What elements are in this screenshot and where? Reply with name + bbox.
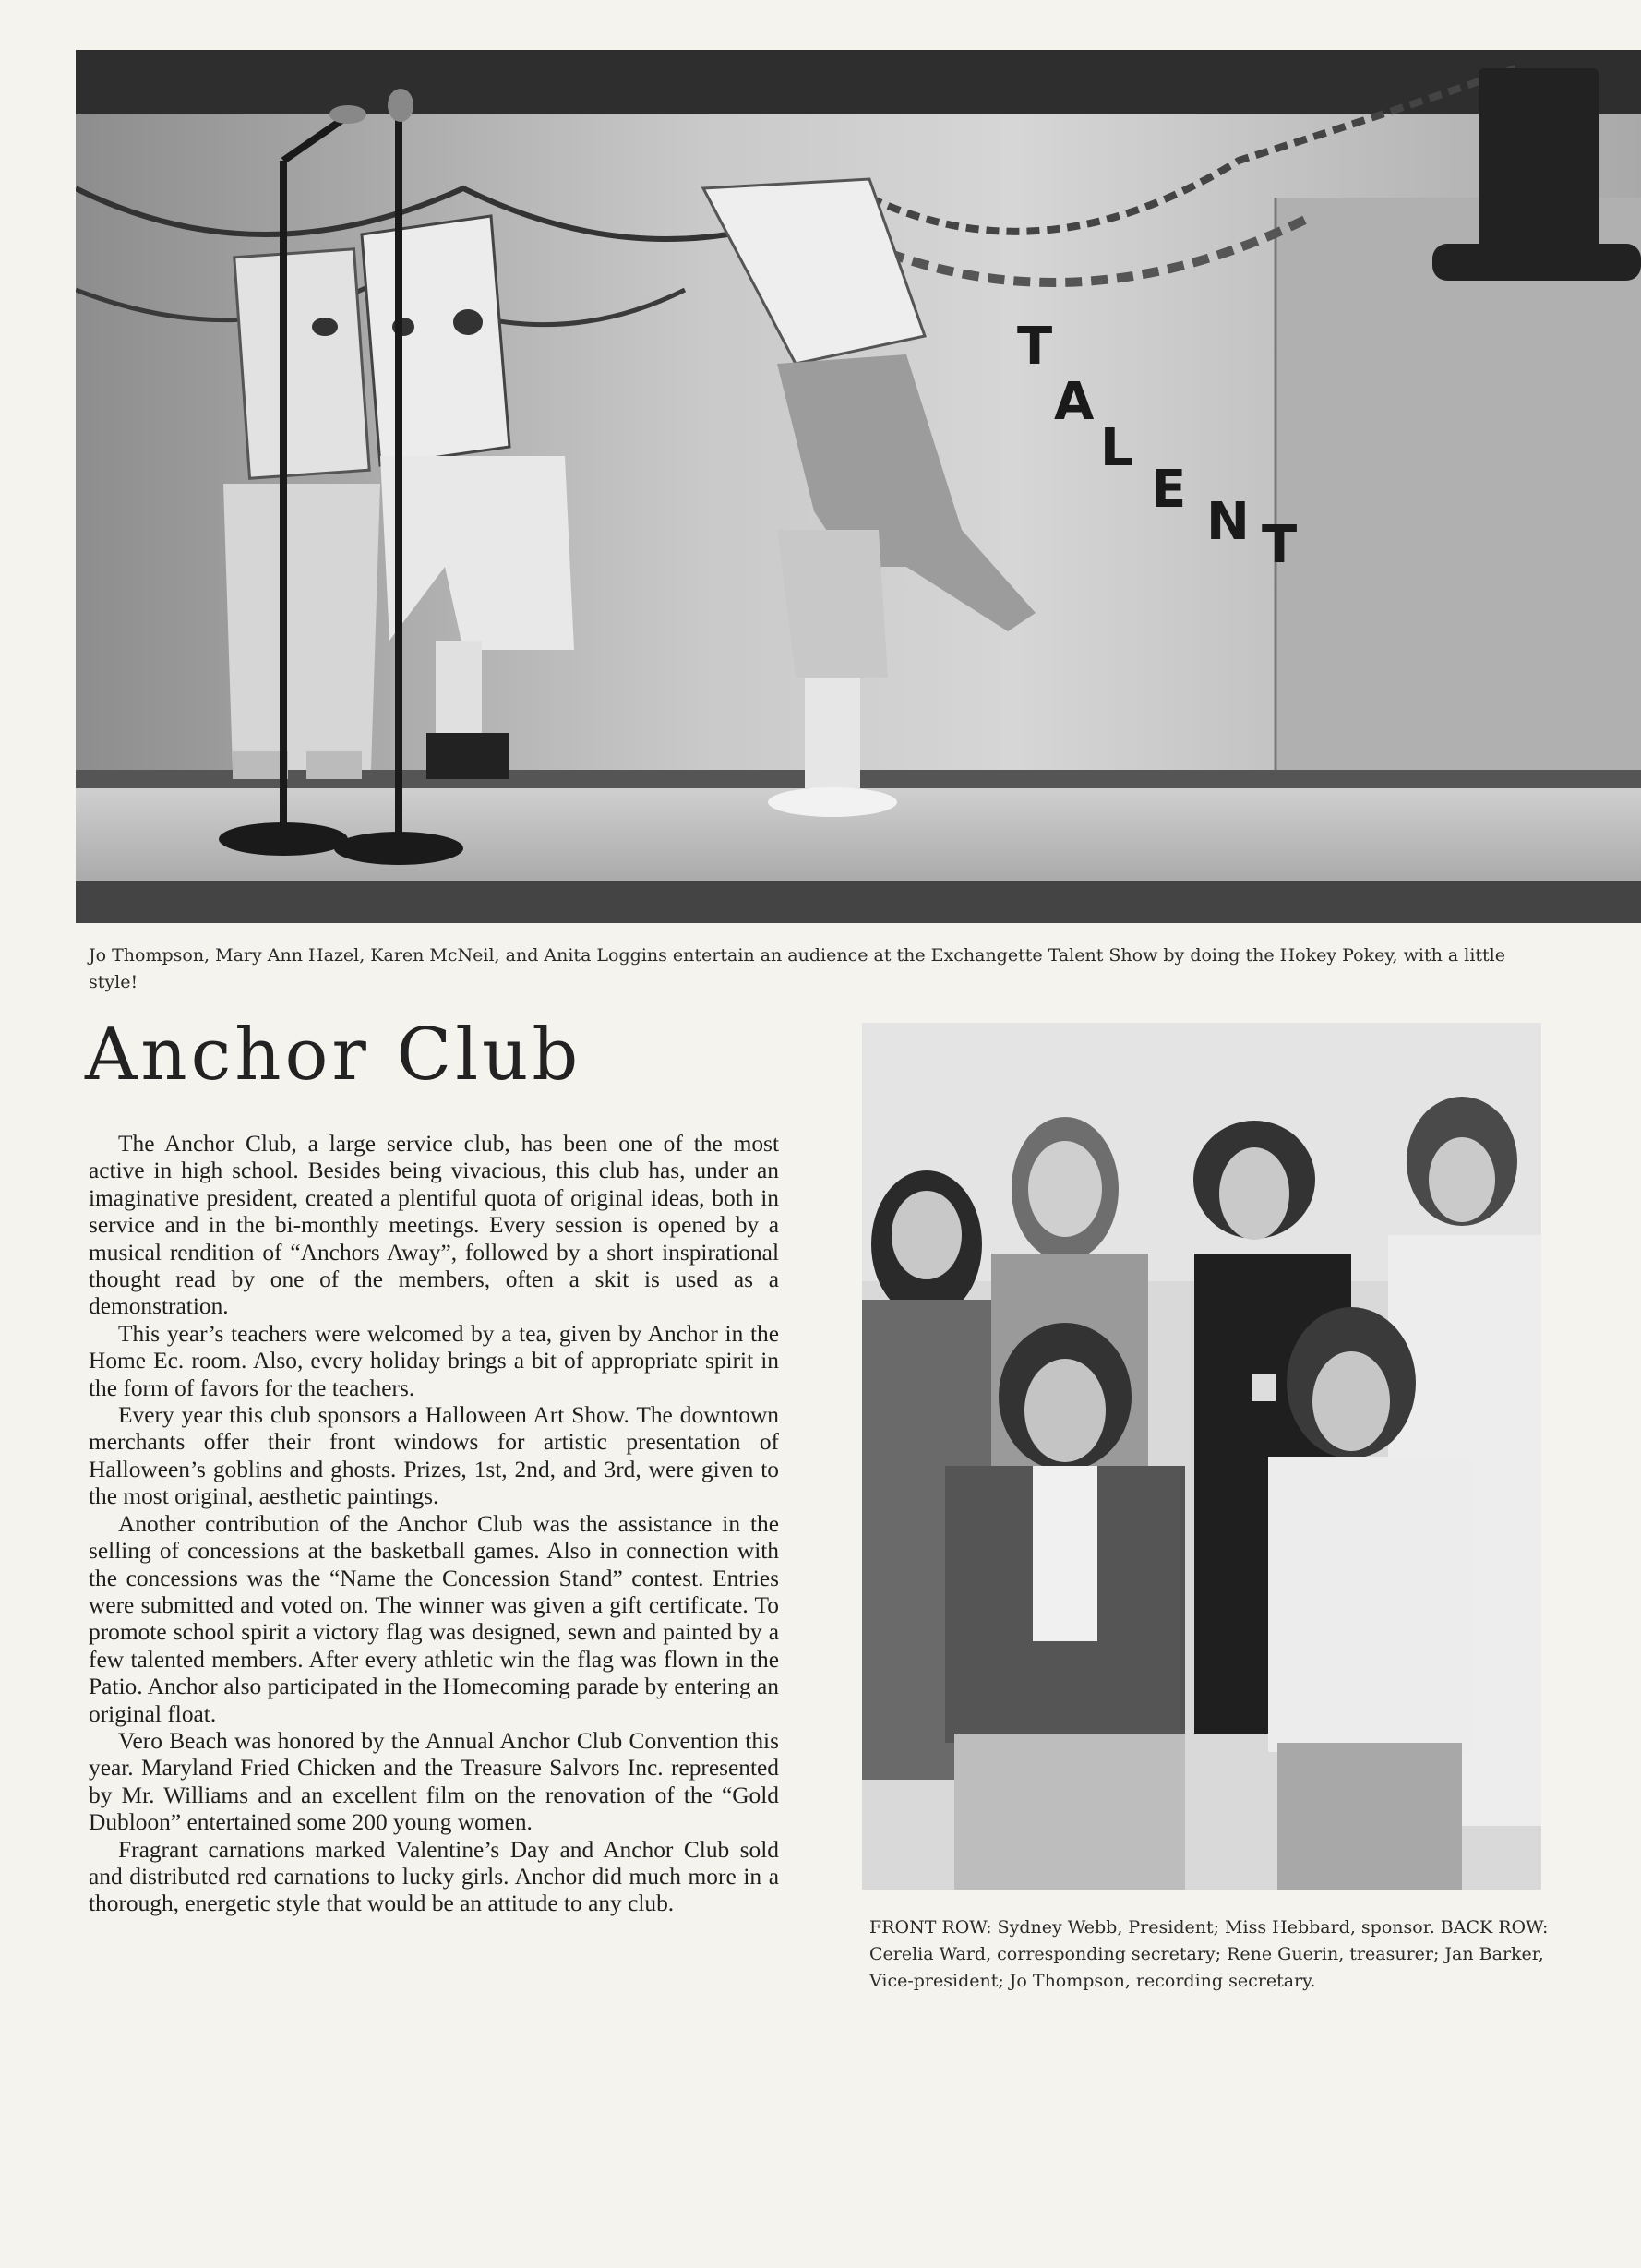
page-title: Anchor Club [85,1014,582,1097]
sign-letter: N [1206,492,1250,552]
sign-letter: L [1100,418,1133,478]
sign-letter: T [1262,515,1298,575]
talent-show-photo [76,50,1641,923]
club-officers-photo [862,1023,1541,1890]
body-paragraph: Vero Beach was honored by the Annual Anchor Club Convention this year. Maryland Fried Chicken and the Treasure Salvors Inc. represented by Mr. Williams and an excellent film on the renovation of the “Gold Dubloon” entertained some 200 young women. [89,1727,779,1836]
group-photo-caption: FRONT ROW: Sydney Webb, President; Miss Hebbard, sponsor. BACK ROW: Cerelia Ward, corresponding secretary; Rene Guerin, treasurer; Jan Barker, Vice-president; Jo Thompson, recording secretary. [869,1917,1549,1991]
sign-letter: A [1054,372,1095,432]
body-paragraph: Fragrant carnations marked Valentine’s Day and Anchor Club sold and distributed red carnations to lucky girls. Anchor did much more in a thorough, energetic style that would be an attitude to any club. [89,1836,779,1917]
club-officers-illustration [862,1023,1541,1890]
talent-show-illustration [76,50,1641,923]
article-body [89,1131,779,1918]
top-photo-caption: Jo Thompson, Mary Ann Hazel, Karen McNeil, and Anita Loggins entertain an audience at the Exchangette Talent Show by doing the Hokey Pokey, with a little style! [89,945,1506,992]
sign-letter: T [1017,317,1053,377]
performer-1 [223,249,380,779]
body-paragraph: This year’s teachers were welcomed by a tea, given by Anchor in the Home Ec. room. Also, every holiday brings a bit of appropriate spirit in the form of favors for the teachers. [89,1320,779,1401]
body-paragraph: Another contribution of the Anchor Club was the assistance in the selling of concessions at the basketball games. Also in connection with the concessions was the “Name the Concession Stand” contest. Entries were submitted and voted on. The winner was given a gift certificate. To promote school spirit a victory flag was designed, sewn and painted by a few talented members. After every athletic win the flag was flown in the Patio. Anchor also participated in the Homecoming parade by entering an original float. [89,1510,779,1727]
body-paragraph: The Anchor Club, a large service club, has been one of the most active in high school. Besides being vivacious, this club has, under an imaginative president, created a plentiful quota of original ideas, both in service and in the bi-monthly meetings. Every session is opened by a musical rendition of “Anchors Away”, followed by a short inspirational thought read by one of the members, often a skit is used as a demonstration. [89,1131,779,1320]
body-paragraph: Every year this club sponsors a Halloween Art Show. The downtown merchants offer their front windows for artistic presentation of Halloween’s goblins and ghosts. Prizes, 1st, 2nd, and 3rd, were given to the most original, aesthetic paintings. [89,1402,779,1510]
sign-letter: E [1151,460,1187,520]
